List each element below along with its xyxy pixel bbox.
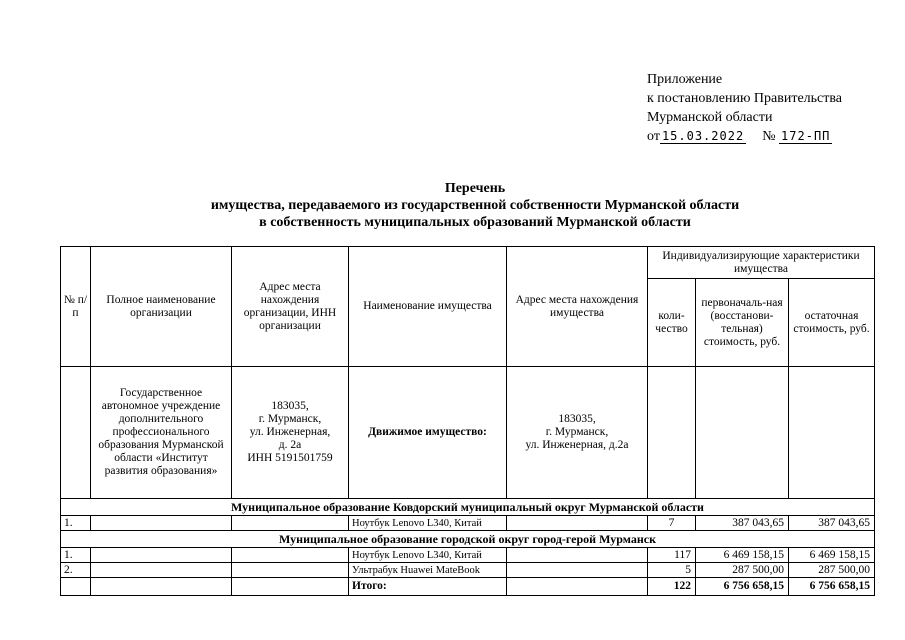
org-property-name-cell: Движимое имущество: (349, 367, 507, 499)
org-property-address-cell (507, 367, 648, 499)
decree-number: 172-ПП (781, 129, 831, 143)
row-initial-cost: 387 043,65 (696, 516, 789, 531)
header-org-address: Адрес места нахождения организации, ИНН организации (232, 247, 349, 367)
appendix-date-line (647, 127, 842, 146)
row-org-name (91, 548, 232, 563)
row-property-address (507, 548, 648, 563)
table-row (61, 548, 875, 563)
total-row (61, 578, 875, 596)
header-num: № п/п (61, 247, 91, 367)
org-qty-cell (648, 367, 696, 499)
total-org-name (91, 578, 232, 596)
section-row (61, 499, 875, 516)
row-initial-cost: 287 500,00 (696, 563, 789, 578)
decree-date: 15.03.2022 (661, 129, 745, 143)
row-org-address (232, 563, 349, 578)
property-address-line: 183035, (558, 413, 596, 425)
header-residual-cost: остаточная стоимость, руб. (789, 279, 875, 367)
appendix-header (647, 70, 842, 146)
org-initial-cell (696, 367, 789, 499)
total-residual-cost: 6 756 658,15 (789, 578, 875, 596)
org-address-line: 183035, (271, 400, 309, 412)
table-row (61, 563, 875, 578)
total-property-address (507, 578, 648, 596)
row-property-name: Ноутбук Lenovo L340, Китай (349, 548, 507, 563)
document-title (60, 180, 890, 231)
appendix-line-3: Мурманской области (647, 110, 773, 125)
row-property-address (507, 563, 648, 578)
row-org-name (91, 516, 232, 531)
total-initial-cost: 6 756 658,15 (696, 578, 789, 596)
total-label: Итого: (349, 578, 507, 596)
row-property-address (507, 516, 648, 531)
org-row (61, 367, 875, 499)
section-title: Муниципальное образование Ковдорский муниципальный округ Мурманской области (61, 499, 875, 516)
row-property-name: Ноутбук Lenovo L340, Китай (349, 516, 507, 531)
org-name-cell: Государственное автономное учреждение дополнительного профессионального образования Мурманской области «Институт развития образования» (91, 367, 232, 499)
org-address-line: г. Мурманск, (258, 413, 322, 425)
org-address-line: ул. Инженерная, (249, 426, 331, 438)
org-inn: ИНН 5191501759 (247, 452, 333, 464)
row-residual-cost: 6 469 158,15 (789, 548, 875, 563)
total-qty: 122 (648, 578, 696, 596)
row-residual-cost: 387 043,65 (789, 516, 875, 531)
header-property-name: Наименование имущества (349, 247, 507, 367)
row-num: 2. (61, 563, 91, 578)
row-num: 1. (61, 516, 91, 531)
row-qty: 117 (648, 548, 696, 563)
org-address-cell (232, 367, 349, 499)
header-org-name: Полное наименование организации (91, 247, 232, 367)
property-address-line: г. Мурманск, (545, 426, 609, 438)
section-row (61, 531, 875, 548)
total-num (61, 578, 91, 596)
row-org-name (91, 563, 232, 578)
date-prefix: от (647, 129, 660, 144)
row-qty: 7 (648, 516, 696, 531)
property-address-line: ул. Инженерная, д.2а (525, 439, 629, 451)
org-address-line: д. 2а (278, 439, 302, 451)
appendix-line-1: Приложение (647, 72, 723, 87)
header-initial-cost: первоначаль-ная (восстанови-тельная) стоимость, руб. (696, 279, 789, 367)
row-org-address (232, 516, 349, 531)
appendix-line-2: к постановлению Правительства (647, 91, 843, 106)
title-line-3: в собственность муниципальных образований Мурманской области (259, 215, 691, 230)
row-residual-cost: 287 500,00 (789, 563, 875, 578)
number-prefix: № (762, 129, 776, 144)
section-title: Муниципальное образование городской округ город-герой Мурманск (61, 531, 875, 548)
header-quantity: коли-чество (648, 279, 696, 367)
row-property-name: Ультрабук Huawei MateBook (349, 563, 507, 578)
org-num-cell (61, 367, 91, 499)
row-initial-cost: 6 469 158,15 (696, 548, 789, 563)
table-row (61, 516, 875, 531)
org-residual-cell (789, 367, 875, 499)
header-row-1 (61, 247, 875, 279)
row-qty: 5 (648, 563, 696, 578)
row-num: 1. (61, 548, 91, 563)
header-characteristics: Индивидуализирующие характеристики имущества (648, 247, 875, 279)
total-org-address (232, 578, 349, 596)
title-line-1: Перечень (444, 181, 506, 196)
property-table (60, 246, 875, 596)
row-org-address (232, 548, 349, 563)
title-line-2: имущества, передаваемого из государственной собственности Мурманской области (210, 198, 740, 213)
header-property-address: Адрес места нахождения имущества (507, 247, 648, 367)
